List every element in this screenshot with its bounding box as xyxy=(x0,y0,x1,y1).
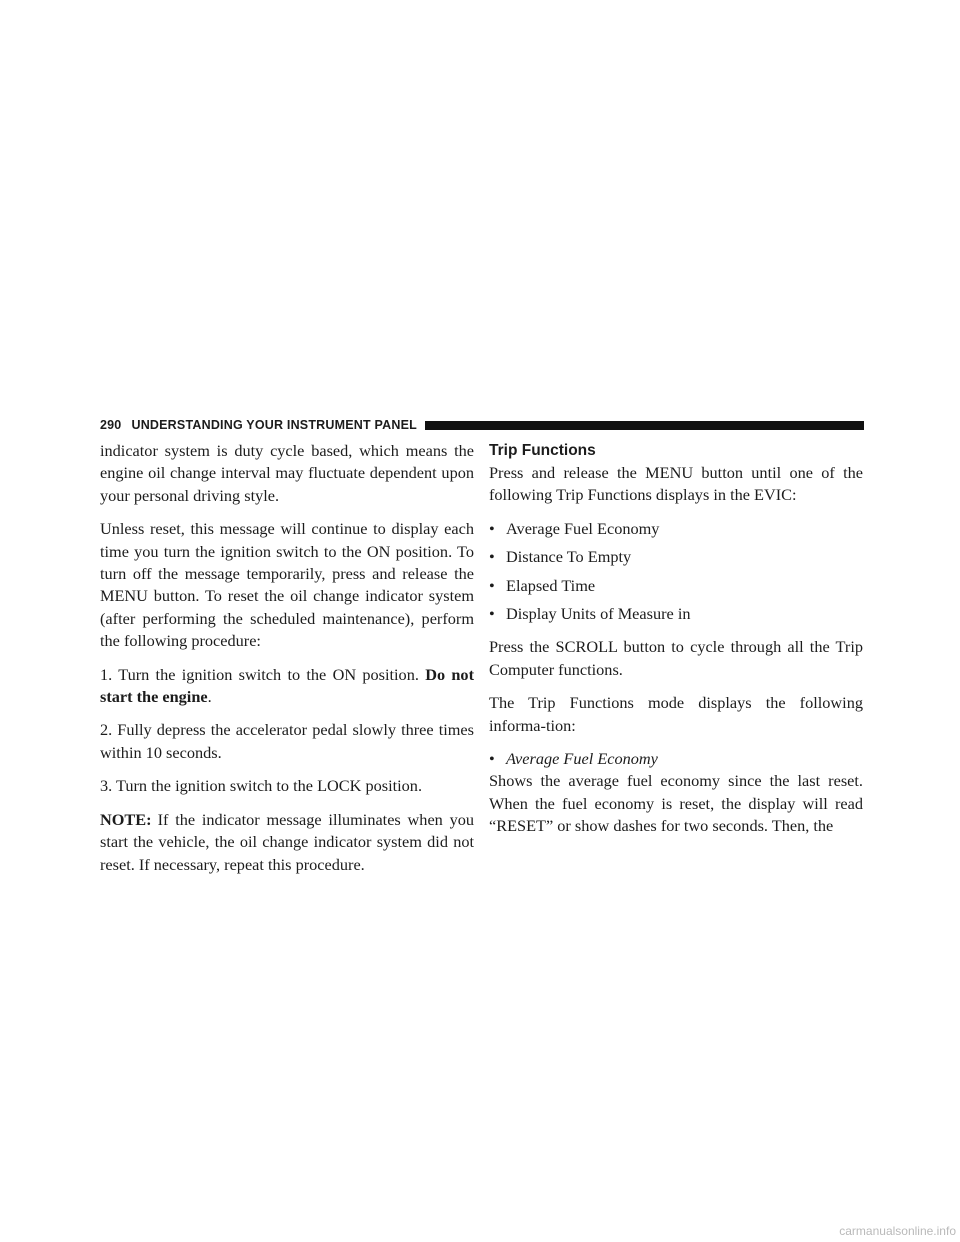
step-1-warning: Do not start the engine xyxy=(100,664,474,707)
header-rule xyxy=(425,421,864,430)
list-item-label: Elapsed Time xyxy=(506,575,596,595)
watermark: carmanualsonline.info xyxy=(839,1224,956,1238)
bullet-icon: • xyxy=(489,547,495,567)
sub-heading-label: Average Fuel Economy xyxy=(506,749,658,769)
paragraph-intro: Press and release the MENU button until one of the following Trip Functions displays in the EVIC: xyxy=(489,463,863,505)
bullet-icon: • xyxy=(489,575,495,595)
bullet-icon: • xyxy=(489,518,495,538)
note-label: NOTE: xyxy=(100,809,152,829)
paragraph-mode: The Trip Functions mode displays the following informa-tion: xyxy=(489,693,863,735)
list-item-label: Distance To Empty xyxy=(506,547,632,567)
step-3: 3. Turn the ignition switch to the LOCK position. xyxy=(100,776,423,796)
paragraph-duty-cycle: indicator system is duty cycle based, which means the engine oil change interval may fluctuate dependent upon your personal driving style. xyxy=(100,441,474,505)
bullet-icon: • xyxy=(489,749,495,769)
right-column xyxy=(489,440,863,849)
step-2: 2. Fully depress the accelerator pedal slowly three times within 10 seconds. xyxy=(100,720,474,762)
page-header xyxy=(100,416,864,434)
list-item xyxy=(489,546,863,568)
page-number: 290 xyxy=(100,418,122,432)
list-item-label: Average Fuel Economy xyxy=(506,518,660,538)
sub-heading xyxy=(489,748,863,770)
note xyxy=(100,809,474,876)
section-title: UNDERSTANDING YOUR INSTRUMENT PANEL xyxy=(131,418,417,432)
list-item xyxy=(489,575,863,597)
left-column xyxy=(100,440,474,887)
bullet-icon: • xyxy=(489,604,495,624)
list-item xyxy=(489,603,863,625)
paragraph-scroll: Press the SCROLL button to cycle through all the Trip Computer functions. xyxy=(489,637,863,679)
step-1 xyxy=(100,664,474,709)
step-1-end: . xyxy=(207,687,212,707)
paragraph-average-fuel-economy: Shows the average fuel economy since the last reset. When the fuel economy is reset, the display will read “RESET” or show dashes for two seconds. Then, the xyxy=(489,771,863,836)
list-item xyxy=(489,518,863,540)
section-heading-trip-functions: Trip Functions xyxy=(489,442,596,459)
list-item-label: Display Units of Measure in xyxy=(506,604,691,624)
note-text: If the indicator message illuminates when you start the vehicle, the oil change indicator system did not reset. If necessary, repeat this procedure. xyxy=(100,809,474,874)
paragraph-unless-reset: Unless reset, this message will continue to display each time you turn the ignition switch to the ON position. To turn off the message temporarily, press and release the MENU button. To reset the oil change indicator system (after performing the scheduled maintenance), perform the following procedure: xyxy=(100,519,474,651)
step-1-text: 1. Turn the ignition switch to the ON position. xyxy=(100,664,426,684)
